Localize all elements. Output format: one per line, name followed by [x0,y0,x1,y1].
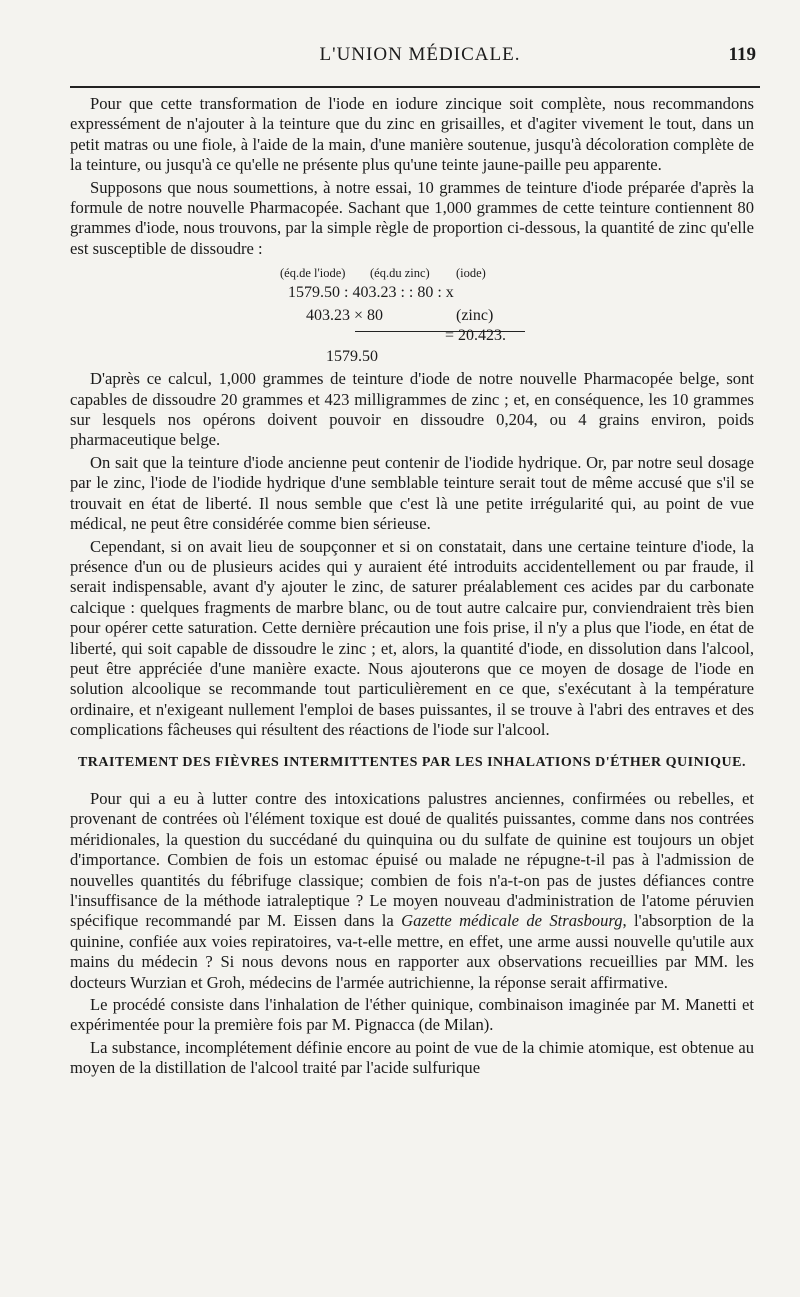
formula-label-iode-equivalent: (éq.de l'iode) [280,266,346,281]
running-title: L'UNION MÉDICALE. [319,44,521,65]
page-number: 119 [728,44,756,65]
paragraph: Supposons que nous soumettions, à notre essai, 10 grammes de teinture d'iode préparée d'après la formule de notre nouvelle Pharmacopée. Sachant que 1,000 grammes de cette teinture contiennent 80 grammes d'iode, nous trouvons, par la simple règle de proportion ci-dessous, la quantité de zinc qu'elle est susceptible de dissoudre : [70,177,754,258]
formula-numerator: 403.23 × 80 [306,307,384,325]
paragraph: Le procédé consiste dans l'inhalation de l'éther quinique, combinaison imaginée par M. Manetti et expérimentée pour la première fois par M. Pignacca (de Milan). [70,995,754,1035]
paragraph: On sait que la teinture d'iode ancienne peut contenir de l'iodide hydrique. Or, par notre seul dosage par le zinc, l'iode de l'iodide hydrique d'une semblable teinture serait tout de même accusé que s'il se trouvait en état de liberté. Il nous semble que c'est là une petite irrégularité qui, au point de vue médical, ne peut être considérée comme bien sérieuse. [70,452,754,534]
text-run: , l'absorption de la quinine, confiée aux voies repiratoires, va-t-elle mettre, en effet, une arme aussi nouvelle qu'utile aux mains du médecin ? Si nous devons nous en rapporter aux observations recueillies par MM. les docteurs Wurzian et Groh, médecins de l'armée autrichienne, la réponse serait affirmative. [70,911,754,992]
proportion-formula [70,259,754,369]
formula-zinc-label: (zinc) [456,307,494,325]
formula-label-iode: (iode) [456,266,486,281]
header-rule [70,86,760,88]
text-run: Pour qui a eu à lutter contre des intoxications palustres anciennes, confirmées ou rebelles, et provenant de contrées où l'élément toxique est doué de qualités puissantes, comme dans nos contrées méridionales, la question du succédané du quinquina ou du sulfate de quinine est toujours un objet d'importance. Combien de fois un estomac épuisé ou malade ne répugne-t-il pas à l'admission de nouvelles quantités du fébrifuge classique; combien de fois n'a-t-on pas de justes défiances contre l'insuffisance de la méthode iatraleptique ? Le moyen nouveau d'administration de l'atome péruvien spécifique recommandé par M. Eissen dans la [70,788,754,931]
formula-label-zinc-equivalent: (éq.du zinc) [370,266,430,281]
formula-denominator: 1579.50 [326,348,378,366]
paragraph: Pour que cette transformation de l'iode en iodure zincique soit complète, nous recommandons expressément de n'ajouter à la teinture que du zinc en grisailles, et d'agiter vivement le tout, dans un petit matras ou une fiole, à l'aide de la main, d'une manière soutenue, jusqu'à décoloration complète de la teinture, ou jusqu'à ce qu'elle ne présente plus qu'une teinte jaune-paille peu apparente. [70,94,754,175]
paragraph [70,789,754,993]
article-body [70,94,754,1079]
paragraph: Cependant, si on avait lieu de soupçonner et si on constatait, dans une certaine teinture d'iode, la présence d'un ou de plusieurs acides qui y auraient été introduits accidentellement ou par fraude, il serait indispensable, avant d'y ajouter le zinc, de saturer préalablement ces acides par du carbonate calcique : quelques fragments de marbre blanc, ou de tout autre calcaire pur, conviendraient très bien pour opérer cette saturation. Cette dernière précaution une fois prise, il n'y a plus que l'iode, en état de liberté, qui soit capable de dissoudre le zinc ; et, alors, la quantité d'iode, en dissolution dans l'alcool, peut être appréciée d'une manière exacte. Nous ajouterons que ce moyen de dosage de l'iode en solution alcoolique se recommande tout particulièrement en ce que, s'exécutant à la température ordinaire, et n'exigeant nullement l'emploi de bases puissantes, il se trouve à l'abri des entraves et des complications fâcheuses qui résultent des réactions de l'iode sur l'alcool. [70,536,754,740]
formula-line-1: 1579.50 : 403.23 : : 80 : x [288,284,454,302]
fraction-bar [355,331,525,332]
journal-title: Gazette médicale de Strasbourg [401,911,623,931]
section-title: TRAITEMENT DES FIÈVRES INTERMITTENTES PAR LES INHALATIONS D'ÉTHER QUINIQUE. [77,754,747,770]
page-header [84,44,756,72]
paragraph: D'après ce calcul, 1,000 grammes de teinture d'iode de notre nouvelle Pharmacopée belge, sont capables de dissoudre 20 grammes et 423 milligrammes de zinc ; et, en conséquence, les 10 grammes sur lesquels nos opérons doivent pouvoir en dissoudre 0,204, ou 4 grains environ, poids pharmaceutique belge. [70,369,754,450]
formula-result: = 20.423. [445,327,507,345]
paragraph: La substance, incomplétement définie encore au point de vue de la chimie atomique, est obtenue au moyen de la distillation de l'alcool traité par l'acide sulfurique [70,1037,754,1078]
